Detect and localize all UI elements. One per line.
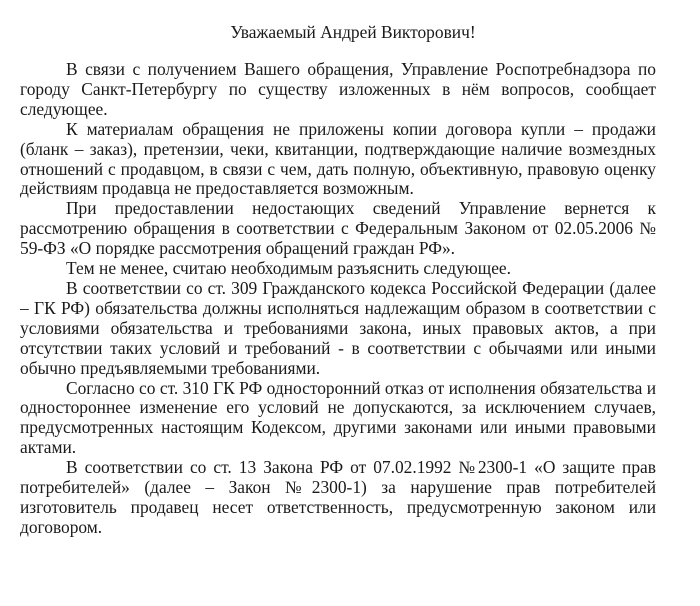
paragraph-article-309: В соответствии со ст. 309 Гражданского кодекса Российской Федерации (далее – ГК РФ) обязательства должны исполняться надлежащим образом в соответствии с условиями обязательства и требованиями закона, иных правовых актов, а при отсутствии таких условий и требований - в соответствии с обычаями или иными обычно предъявляемыми требованиями. (20, 277, 656, 378)
paragraph-article-13: В соответствии со ст. 13 Закона РФ от 07.02.1992 №2300-1 «О защите прав потребителей» (далее – Закон №2300-1) за нарушение прав потребителей изготовитель продавец несет ответственность, предусмотренную законом или договором. (20, 457, 656, 537)
paragraph-missing-documents: К материалам обращения не приложены копии договора купли – продажи (бланк – заказ), претензии, чеки, квитанции, подтверждающие наличие возмездных отношений с продавцом, в связи с чем, дать полную, объективную, правовую оценку действиям продавца не предоставляется возможным. (20, 118, 656, 199)
letter-page (20, 22, 656, 538)
paragraph-explanation-intro: Тем не менее, считаю необходимым разъяснить следующее. (66, 258, 511, 279)
paragraph-request-received: В связи с получением Вашего обращения, Управление Роспотребнадзора по городу Санкт-Петербургу по существу изложенных в нём вопросов, сообщает следующее. (20, 59, 656, 119)
paragraph-article-310: Согласно со ст. 310 ГК РФ односторонний отказ от исполнения обязательства и одностороннее изменение его условий не допускаются, за исключением случаев, предусмотренных настоящим Кодексом, другими законами или иными правовыми актами. (20, 377, 656, 458)
paragraph-further-review: При предоставлении недостающих сведений Управление вернется к рассмотрению обращения в соответствии с Федеральным Законом от 02.05.2006 № 59-ФЗ «О порядке рассмотрения обращений граждан РФ». (20, 198, 656, 259)
salutation: Уважаемый Андрей Викторович! (230, 22, 476, 42)
